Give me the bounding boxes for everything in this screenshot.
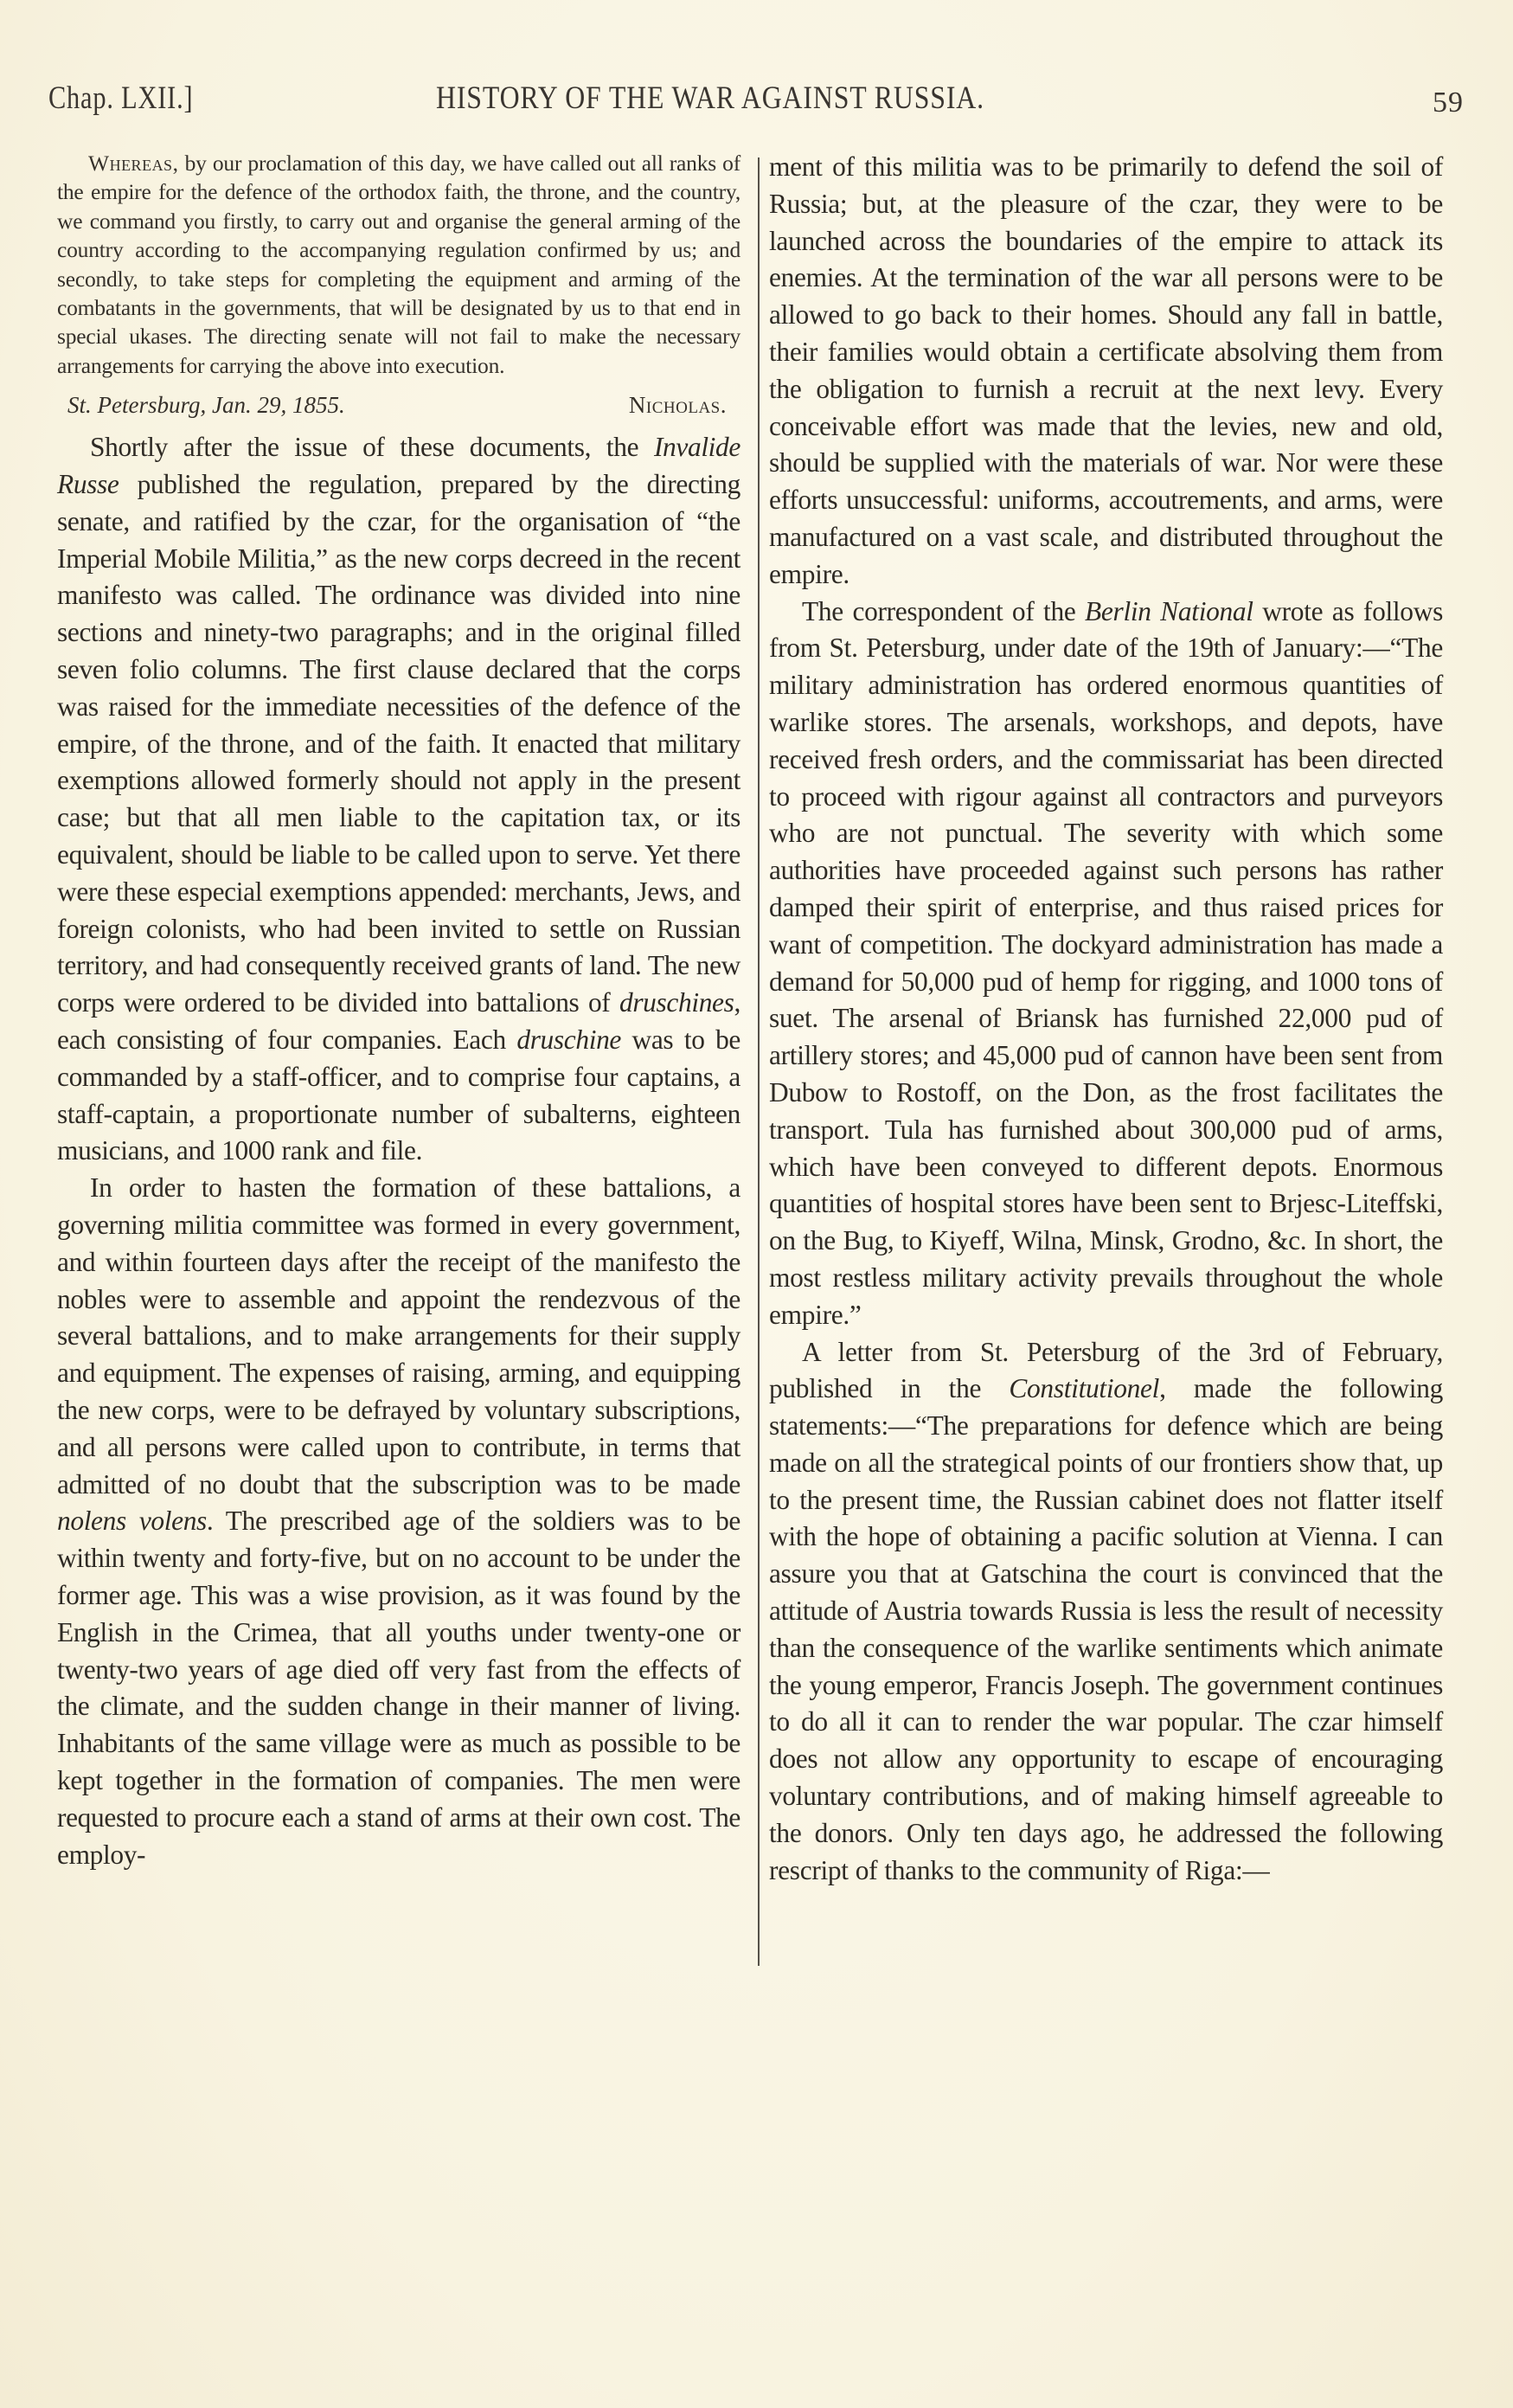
paragraph: In order to hasten the formation of these battalions, a governing militia committee was formed in every government, and within fourteen days after the receipt of the manifesto the nobles were to assemble and appoint the rendezvous of the several battalions, and to make arrangements for their supply and equipment. The expenses of raising, arming, and equipping the new corps, were to be defrayed by voluntary subscriptions, and all persons were called upon to contribute, in terms that admitted of no doubt that the subscription was to be made nolens volens. The prescribed age of the soldiers was to be within twenty and forty-five, but on no account to be under the former age. This was a wise provision, as it was found by the English in the Crimea, that all youths under twenty-one or twenty-two years of age died off very fast from the effects of the climate, and the sudden change in their manner of living. Inhabitants of the same village were as much as possible to be kept together in the formation of companies. The men were requested to procure each a stand of arms at their own cost. The employ- xyxy=(57,1172,740,1870)
running-head xyxy=(48,80,1464,123)
proclamation-lead-word: Whereas, xyxy=(88,151,179,176)
left-column xyxy=(57,149,740,1873)
proclamation-text: Whereas, by our proclamation of this day, we have called out all ranks of the empire for the defence of the orthodox faith, the throne, and the country, we command you firstly, to carry out and organise the general arming of the country according to the accompanying regulation confirmed by us; and secondly, to take steps for completing the equipment and arming of the combatants in the governments, that will be designated by us to that end in special ukases. The directing senate will not fail to make the necessary arrangements for carrying the above into execution. xyxy=(57,151,740,378)
proclamation-block xyxy=(57,149,740,380)
right-column xyxy=(769,149,1443,1889)
book-title: HISTORY OF THE WAR AGAINST RUSSIA. xyxy=(436,80,984,116)
column-divider xyxy=(758,157,760,1966)
signatory: Nicholas. xyxy=(628,392,727,419)
italic-title: Constitutionel xyxy=(1009,1373,1160,1404)
paragraph-continued: ment of this militia was to be primarily to defend the soil of Russia; but, at the pleasure of the czar, they were to be launched across the boundaries of the empire to attack its enemies. At the termination of the war all persons were to be allowed to go back to their homes. Should any fall in battle, their families would obtain a certificate absolving them from the obligation to furnish a recruit at the next levy. Every conceivable effort was made that the levies, new and old, should be supplied with the materials of war. Nor were these efforts unsuccessful: uniforms, accoutrements, and arms, were manufactured on a vast scale, and distributed throughout the empire. xyxy=(769,151,1443,589)
paragraph: The correspondent of the Berlin National wrote as follows from St. Petersburg, under date of the 19th of January:—“The military administration has ordered enormous quantities of warlike stores. The arsenals, workshops, and depots, have received fresh orders, and the commissariat has been directed to proceed with rigour against all contractors and purveyors who are not punctual. The severity with which some authorities have proceeded against such persons has rather damped their spirit of enterprise, and thus raised prices for want of competition. The dockyard administration has made a demand for 50,000 pud of hemp for rigging, and 1000 tons of suet. The arsenal of Briansk has furnished 22,000 pud of artillery stores; and 45,000 pud of cannon have been sent from Dubow to Rostoff, on the Don, as the frost facilitates the transport. Tula has furnished about 300,000 pud of arms, which have been conveyed to different depots. Enormous quantities of hospital stores have been sent to Brjesc-Liteffski, on the Bug, to Kiyeff, Wilna, Minsk, Grodno, &c. In short, the most restless military activity prevails throughout the whole empire.” xyxy=(769,595,1443,1330)
page-number: 59 xyxy=(1433,87,1464,119)
italic-title: Invalide Russe xyxy=(57,432,740,500)
proclamation-signature xyxy=(57,392,740,419)
paragraph: Shortly after the issue of these documents, the Invalide Russe published the regulation, prepared by the directing senate, and ratified by the czar, for the organisation of “the Imperial Mobile Militia,” as the new corps decreed in the recent manifesto was called. The ordinance was divided into nine sections and ninety-two paragraphs; and in the original filled seven folio columns. The first clause declared that the corps was raised for the immediate necessities of the defence of the empire, of the throne, and of the faith. It enacted that military exemptions allowed formerly should not apply in the present case; but that all men liable to the capitation tax, or its equivalent, should be liable to be called upon to serve. Yet there were these especial exemptions appended: merchants, Jews, and foreign colonists, who had been invited to settle on Russian territory, and had consequently received grants of land. The new corps were ordered to be divided into battalions of druschines, each consisting of four companies. Each druschine was to be commanded by a staff-officer, and to comprise four captains, a staff-captain, a proportionate number of subalterns, eighteen musicians, and 1000 rank and file. xyxy=(57,432,740,1166)
paragraph: A letter from St. Petersburg of the 3rd of February, published in the Constitutionel, made the following statements:—“The preparations for defence which are being made on all the strategical points of our frontiers show that, up to the present time, the Russian cabinet does not flatter itself with the hope of obtaining a pacific solution at Vienna. I can assure you that at Gatschina the court is convinced that the attitude of Austria towards Russia is less the result of necessity than the consequence of the warlike sentiments which animate the young emperor, Francis Joseph. The government continues to do all it can to render the war popular. The czar himself does not allow any opportunity to escape of encouraging voluntary contributions, and of making himself agreeable to the donors. Only ten days ago, he addressed the following rescript of thanks to the community of Riga:— xyxy=(769,1336,1443,1885)
italic-term: druschines xyxy=(619,987,734,1018)
chapter-label: Chap. LXII.] xyxy=(48,80,194,116)
italic-title: Berlin National xyxy=(1085,595,1253,626)
italic-term: nolens volens xyxy=(57,1506,207,1537)
right-body-text xyxy=(769,149,1443,1889)
place-date: St. Petersburg, Jan. 29, 1855. xyxy=(67,392,345,419)
left-body-text xyxy=(57,429,740,1873)
italic-term: druschine xyxy=(516,1024,621,1055)
